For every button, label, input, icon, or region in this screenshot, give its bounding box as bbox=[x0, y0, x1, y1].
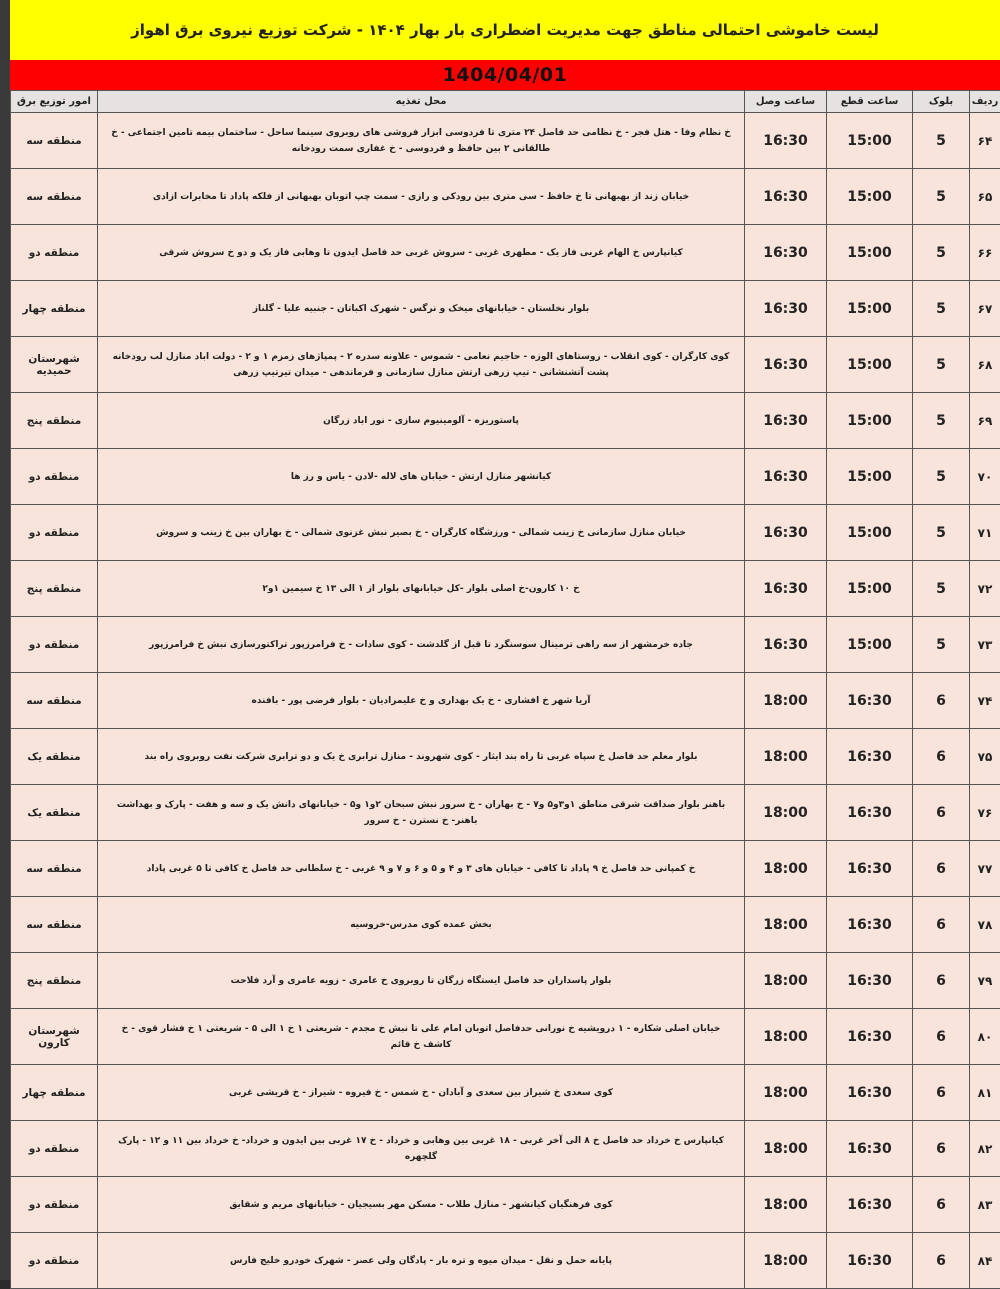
outage-table bbox=[10, 90, 1000, 1289]
row-connect-time: 18:00 bbox=[745, 729, 827, 785]
row-block: 6 bbox=[913, 785, 970, 841]
row-location: پایانه حمل و نقل - میدان میوه و تره بار - پادگان ولی عصر - شهرک خودرو خلیج فارس bbox=[98, 1233, 745, 1289]
row-index: ۷۲ bbox=[970, 561, 1000, 617]
row-cut-time: 16:30 bbox=[827, 1009, 913, 1065]
row-region: منطقه سه bbox=[11, 673, 98, 729]
row-block: 6 bbox=[913, 1065, 970, 1121]
row-location: بلوار معلم حد فاصل خ سپاه غربی تا راه بند ایثار - کوی شهروند - منازل ترابری خ یک و دو ترابری شرکت نفت روبروی راه بند bbox=[98, 729, 745, 785]
row-connect-time: 16:30 bbox=[745, 617, 827, 673]
row-region: منطقه پنج bbox=[11, 953, 98, 1009]
row-block: 6 bbox=[913, 673, 970, 729]
row-cut-time: 15:00 bbox=[827, 169, 913, 225]
row-block: 5 bbox=[913, 281, 970, 337]
row-region: منطقه دو bbox=[11, 617, 98, 673]
table-header-row bbox=[11, 91, 1000, 113]
row-index: ۸۰ bbox=[970, 1009, 1000, 1065]
row-location: کیانپارس خ الهام غربی فاز یک - مطهری غربی - سروش غربی حد فاصل ایدون تا وهابی فاز یک و دو خ سروش شرقی bbox=[98, 225, 745, 281]
table-row bbox=[11, 953, 1000, 1009]
table-row bbox=[11, 169, 1000, 225]
row-index: ۶۷ bbox=[970, 281, 1000, 337]
table-row bbox=[11, 449, 1000, 505]
row-region: منطقه سه bbox=[11, 113, 98, 169]
row-index: ۷۰ bbox=[970, 449, 1000, 505]
row-block: 5 bbox=[913, 449, 970, 505]
row-connect-time: 16:30 bbox=[745, 169, 827, 225]
row-region: منطقه سه bbox=[11, 841, 98, 897]
row-cut-time: 16:30 bbox=[827, 1177, 913, 1233]
row-cut-time: 16:30 bbox=[827, 729, 913, 785]
table-row bbox=[11, 393, 1000, 449]
row-connect-time: 16:30 bbox=[745, 281, 827, 337]
row-location: بخش عمده کوی مدرس-خروسیه bbox=[98, 897, 745, 953]
row-cut-time: 15:00 bbox=[827, 505, 913, 561]
row-region: منطقه پنج bbox=[11, 393, 98, 449]
row-block: 5 bbox=[913, 617, 970, 673]
row-location: خیابان زند از بهبهانی تا خ حافظ - سی متری بین رودکی و رازی - سمت چپ اتوبان بهبهانی از فلکه پاداد تا مخابرات ازادی bbox=[98, 169, 745, 225]
row-index: ۸۲ bbox=[970, 1121, 1000, 1177]
row-region: منطقه یک bbox=[11, 729, 98, 785]
row-location: پاستوریزه - آلومینیوم سازی - نور اباد زرگان bbox=[98, 393, 745, 449]
table-row bbox=[11, 1065, 1000, 1121]
row-location: کوی فرهنگیان کیانشهر - منازل طلاب - مسکن مهر بسیجیان - خیابانهای مریم و شقایق bbox=[98, 1177, 745, 1233]
row-location: جاده خرمشهر از سه راهی ترمینال سوسنگرد تا قبل از گلدشت - کوی سادات - خ فرامرزپور تراکتورسازی نبش خ فرامرزپور bbox=[98, 617, 745, 673]
row-connect-time: 16:30 bbox=[745, 561, 827, 617]
table-row bbox=[11, 785, 1000, 841]
row-cut-time: 15:00 bbox=[827, 393, 913, 449]
header-block: بلوک bbox=[913, 91, 970, 113]
row-connect-time: 18:00 bbox=[745, 785, 827, 841]
row-index: ۶۸ bbox=[970, 337, 1000, 393]
sheet-title-bar bbox=[10, 0, 1000, 61]
row-cut-time: 16:30 bbox=[827, 673, 913, 729]
table-row bbox=[11, 729, 1000, 785]
row-region: منطقه چهار bbox=[11, 281, 98, 337]
row-block: 5 bbox=[913, 225, 970, 281]
table-row bbox=[11, 1177, 1000, 1233]
row-cut-time: 16:30 bbox=[827, 1065, 913, 1121]
row-connect-time: 18:00 bbox=[745, 1009, 827, 1065]
row-region: منطقه دو bbox=[11, 1177, 98, 1233]
row-index: ۷۱ bbox=[970, 505, 1000, 561]
row-region: منطقه پنج bbox=[11, 561, 98, 617]
row-index: ۶۶ bbox=[970, 225, 1000, 281]
row-block: 6 bbox=[913, 1121, 970, 1177]
row-block: 6 bbox=[913, 729, 970, 785]
row-cut-time: 15:00 bbox=[827, 113, 913, 169]
row-block: 6 bbox=[913, 841, 970, 897]
row-connect-time: 18:00 bbox=[745, 953, 827, 1009]
row-region: منطقه سه bbox=[11, 169, 98, 225]
row-region: منطقه سه bbox=[11, 897, 98, 953]
row-connect-time: 18:00 bbox=[745, 1121, 827, 1177]
row-location: خ ۱۰ کارون-خ اصلی بلوار -کل خیابانهای بلوار از ۱ الی ۱۳ خ سیمین ۱و۲ bbox=[98, 561, 745, 617]
table-row bbox=[11, 113, 1000, 169]
table-row bbox=[11, 337, 1000, 393]
row-cut-time: 16:30 bbox=[827, 1121, 913, 1177]
header-region: امور توزیع برق bbox=[11, 91, 98, 113]
row-cut-time: 16:30 bbox=[827, 1233, 913, 1289]
row-cut-time: 16:30 bbox=[827, 785, 913, 841]
row-location: خیابان اصلی شکاره - ۱ درویشیه خ نورانی حدفاصل اتوبان امام علی تا نبش خ مجدم - شریعتی ۱ خ ۱ الی ۵ - شریعتی ۱ خ فشار قوی - خ کاشف خ قائم bbox=[98, 1009, 745, 1065]
row-connect-time: 18:00 bbox=[745, 673, 827, 729]
row-region: منطقه دو bbox=[11, 449, 98, 505]
row-block: 6 bbox=[913, 897, 970, 953]
row-region: منطقه دو bbox=[11, 225, 98, 281]
row-location: بلوار نخلستان - خیابانهای میخک و نرگس - شهرک اکباتان - جنبیه علیا - گلناز bbox=[98, 281, 745, 337]
row-cut-time: 15:00 bbox=[827, 281, 913, 337]
row-region: شهرستان کارون bbox=[11, 1009, 98, 1065]
screen-edge bbox=[0, 0, 10, 1280]
row-cut-time: 15:00 bbox=[827, 617, 913, 673]
row-connect-time: 18:00 bbox=[745, 1065, 827, 1121]
sheet-date: 1404/04/01 bbox=[443, 64, 568, 86]
table-row bbox=[11, 1009, 1000, 1065]
row-connect-time: 18:00 bbox=[745, 1177, 827, 1233]
row-region: منطقه دو bbox=[11, 1121, 98, 1177]
header-location: محل تغذیه bbox=[98, 91, 745, 113]
row-location: آریا شهر خ افشاری - خ یک بهداری و خ علیمرادیان - بلوار فرضی پور - بافنده bbox=[98, 673, 745, 729]
row-index: ۷۳ bbox=[970, 617, 1000, 673]
row-block: 6 bbox=[913, 1177, 970, 1233]
row-cut-time: 16:30 bbox=[827, 897, 913, 953]
row-block: 5 bbox=[913, 505, 970, 561]
row-location: کیانشهر منازل ارتش - خیابان های لاله -لادن - یاس و رز ها bbox=[98, 449, 745, 505]
row-region: منطقه چهار bbox=[11, 1065, 98, 1121]
row-block: 6 bbox=[913, 1233, 970, 1289]
row-index: ۶۴ bbox=[970, 113, 1000, 169]
row-connect-time: 16:30 bbox=[745, 393, 827, 449]
row-cut-time: 15:00 bbox=[827, 337, 913, 393]
row-region: منطقه دو bbox=[11, 505, 98, 561]
row-block: 5 bbox=[913, 169, 970, 225]
table-row bbox=[11, 281, 1000, 337]
table-row bbox=[11, 897, 1000, 953]
row-cut-time: 16:30 bbox=[827, 953, 913, 1009]
row-index: ۸۱ bbox=[970, 1065, 1000, 1121]
row-connect-time: 18:00 bbox=[745, 841, 827, 897]
table-row bbox=[11, 561, 1000, 617]
row-location: خیابان منازل سازمانی خ زینب شمالی - ورزشگاه کارگران - خ بصیر نبش غزنوی شمالی - خ بهاران بین خ زینب و سروش bbox=[98, 505, 745, 561]
row-block: 5 bbox=[913, 337, 970, 393]
row-block: 5 bbox=[913, 113, 970, 169]
row-index: ۷۷ bbox=[970, 841, 1000, 897]
header-connect-time: ساعت وصل bbox=[745, 91, 827, 113]
row-region: منطقه یک bbox=[11, 785, 98, 841]
table-row bbox=[11, 673, 1000, 729]
date-bar bbox=[10, 60, 1000, 90]
row-index: ۷۴ bbox=[970, 673, 1000, 729]
row-index: ۸۳ bbox=[970, 1177, 1000, 1233]
table-row bbox=[11, 225, 1000, 281]
row-block: 6 bbox=[913, 1009, 970, 1065]
row-block: 5 bbox=[913, 561, 970, 617]
row-connect-time: 16:30 bbox=[745, 449, 827, 505]
outage-sheet bbox=[10, 0, 1000, 1280]
table-row bbox=[11, 1121, 1000, 1177]
row-connect-time: 16:30 bbox=[745, 505, 827, 561]
row-connect-time: 18:00 bbox=[745, 897, 827, 953]
row-connect-time: 16:30 bbox=[745, 225, 827, 281]
header-index: ردیف bbox=[970, 91, 1000, 113]
row-index: ۷۸ bbox=[970, 897, 1000, 953]
row-location: کوی سعدی خ شیراز بین سعدی و آبادان - خ شمس - خ فیروه - شیراز - خ قریشی غربی bbox=[98, 1065, 745, 1121]
row-location: خ کمپانی حد فاصل خ ۹ پاداد تا کافی - خیابان های ۳ و ۴ و ۵ و ۶ و ۷ و ۹ غربی - خ سلطانی حد فاصل خ کافی تا ۵ غربی پاداد bbox=[98, 841, 745, 897]
row-cut-time: 15:00 bbox=[827, 449, 913, 505]
table-row bbox=[11, 841, 1000, 897]
row-connect-time: 16:30 bbox=[745, 113, 827, 169]
sheet-title: لیست خاموشی احتمالی مناطق جهت مدیریت اضطراری بار بهار ۱۴۰۴ - شرکت توزیع نیروی برق اهواز bbox=[131, 21, 879, 39]
row-cut-time: 15:00 bbox=[827, 225, 913, 281]
row-index: ۷۶ bbox=[970, 785, 1000, 841]
table-row bbox=[11, 1233, 1000, 1289]
row-index: ۶۹ bbox=[970, 393, 1000, 449]
row-block: 6 bbox=[913, 953, 970, 1009]
row-cut-time: 15:00 bbox=[827, 561, 913, 617]
row-region: شهرستان حمیدیه bbox=[11, 337, 98, 393]
row-block: 5 bbox=[913, 393, 970, 449]
row-location: خ نظام وفا - هتل فجر - خ نظامی حد فاصل ۲۴ متری تا فردوسی ابزار فروشی های روبروی سینما ساحل - ساختمان بیمه تامین اجتماعی - خ طالقانی ۲ بین حافظ و فردوسی - خ غفاری سمت رودخانه bbox=[98, 113, 745, 169]
row-region: منطقه دو bbox=[11, 1233, 98, 1289]
row-location: کیانپارس خ خرداد حد فاصل خ ۸ الی آخر غربی - ۱۸ غربی بین وهابی و خرداد - خ ۱۷ غربی بین ایدون و خرداد- خ خرداد بین ۱۱ و ۱۲ - پارک گلچهره bbox=[98, 1121, 745, 1177]
table-row bbox=[11, 505, 1000, 561]
row-location: کوی کارگران - کوی انقلاب - روستاهای الوزه - حاجیم نعامی - شموس - علاونه سدره ۲ - پمپاژهای زمزم ۱ و ۲ - دولت اباد منازل لب رودخانه پشت آتشنشانی - تیپ زرهی ارتش منازل سازمانی و فرماندهی - میدان تیرتیپ زرهی bbox=[98, 337, 745, 393]
row-index: ۷۹ bbox=[970, 953, 1000, 1009]
row-location: بلوار پاسداران حد فاصل ایستگاه زرگان تا روبروی خ عامری - زویه عامری و آرد فلاحت bbox=[98, 953, 745, 1009]
row-location: باهنر بلوار صداقت شرقی مناطق ۱و۳و۵ و۷ - خ بهاران - خ سرور نبش سبحان ۲و۱ و۵ - خیابانهای دانش یک و سه و هفت - پارک و بهداشت باهنر- خ نسترن - خ سرور bbox=[98, 785, 745, 841]
header-cut-time: ساعت قطع bbox=[827, 91, 913, 113]
table-row bbox=[11, 617, 1000, 673]
row-connect-time: 16:30 bbox=[745, 337, 827, 393]
row-index: ۶۵ bbox=[970, 169, 1000, 225]
row-connect-time: 18:00 bbox=[745, 1233, 827, 1289]
row-index: ۷۵ bbox=[970, 729, 1000, 785]
row-cut-time: 16:30 bbox=[827, 841, 913, 897]
row-index: ۸۴ bbox=[970, 1233, 1000, 1289]
